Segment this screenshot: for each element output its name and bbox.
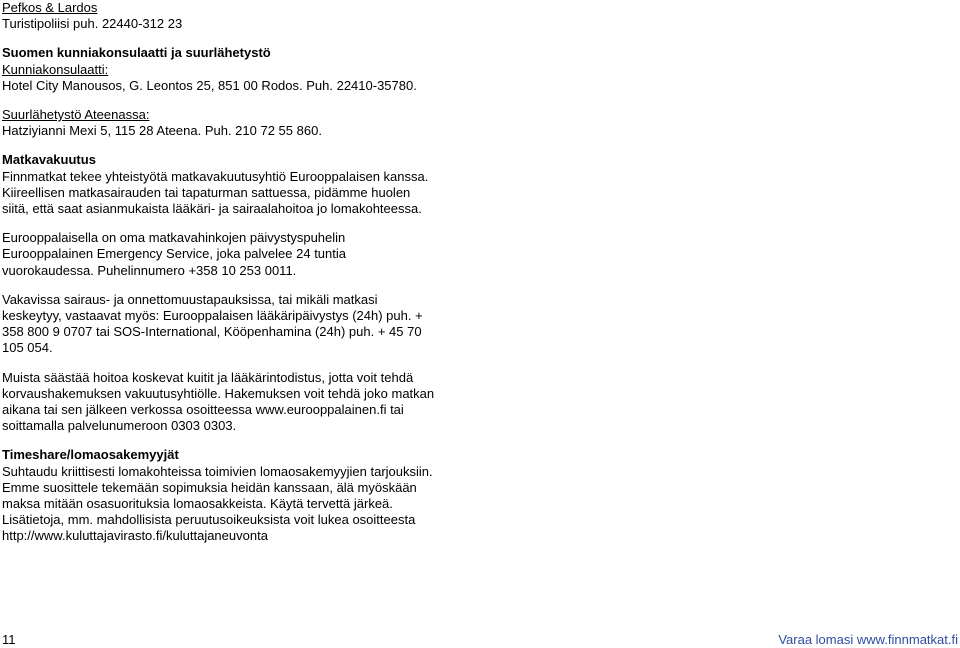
service-line: Eurooppalainen Emergency Service, joka palvelee 24 tuntia — [2, 246, 346, 262]
consulate-address: Hotel City Manousos, G. Leontos 25, 851 00 Rodos. Puh. 22410-35780. — [2, 77, 417, 93]
emergency-line: Vakavissa sairaus- ja onnettomuustapauksissa, tai mikäli matkasi — [2, 291, 378, 307]
embassy-address: Hatziyianni Mexi 5, 115 28 Ateena. Puh. 210 72 55 860. — [2, 123, 322, 139]
timeshare-section — [2, 447, 442, 544]
timeshare-line: Lisätietoja, mm. mahdollisista peruutusoikeuksista voit lukea osoitteesta — [2, 512, 416, 528]
receipts-section — [2, 370, 442, 435]
timeshare-link[interactable]: http://www.kuluttajavirasto.fi/kuluttajaneuvonta — [2, 528, 268, 544]
contact-section — [2, 0, 442, 32]
timeshare-line: Emme suosittele tekemään sopimuksia heidän kanssaan, älä myöskään — [2, 479, 417, 495]
consulate-heading: Suomen kunniakonsulaatti ja suurlähetystö — [2, 45, 271, 61]
receipts-line: Muista säästää hoitoa koskevat kuitit ja lääkärintodistus, jotta voit tehdä — [2, 369, 414, 385]
insurance-line: siitä, että saat asianmukaista lääkäri- ja sairaalahoitoa jo lomakohteessa. — [2, 201, 422, 217]
emergency-section — [2, 292, 442, 357]
timeshare-line: Suhtaudu kriittisesti lomakohteissa toimivien lomaosakemyyjien tarjouksiin. — [2, 463, 433, 479]
emergency-line: keskeytyy, vastaavat myös: Eurooppalaisen lääkäripäivystys (24h) puh. + — [2, 308, 423, 324]
timeshare-line: maksa mitään osasuorituksia lomaosakkeista. Käytä tervettä järkeä. — [2, 496, 393, 512]
service-line: vuorokaudessa. Puhelinnumero +358 10 253 0011. — [2, 262, 297, 278]
insurance-section — [2, 152, 442, 217]
insurance-heading: Matkavakuutus — [2, 152, 96, 168]
consulate-subheading: Kunniakonsulaatti: — [2, 61, 109, 77]
receipts-line: korvaushakemuksen vakuutusyhtiölle. Hakemuksen voit tehdä joko matkan — [2, 385, 435, 401]
consulate-section — [2, 45, 442, 94]
emergency-line: 358 800 9 0707 tai SOS-International, Kööpenhamina (24h) puh. + 45 70 — [2, 324, 422, 340]
document-body — [2, 0, 442, 558]
insurance-line: Finnmatkat tekee yhteistyötä matkavakuutusyhtiö Eurooppalaisen kanssa. — [2, 168, 429, 184]
page-number: 11 — [2, 632, 16, 647]
embassy-section — [2, 107, 442, 139]
contact-name: Pefkos & Lardos — [2, 0, 98, 15]
service-line: Eurooppalaisella on oma matkavahinkojen päivystyspuhelin — [2, 230, 346, 246]
timeshare-heading: Timeshare/lomaosakemyyjät — [2, 447, 179, 463]
receipts-line: aikana tai sen jälkeen verkossa osoitteessa www.eurooppalainen.fi tai — [2, 402, 404, 418]
receipts-line: soittamalla palvelunumeroon 0303 0303. — [2, 418, 237, 434]
insurance-line: Kiireellisen matkasairauden tai tapaturman sattuessa, pidämme huolen — [2, 184, 411, 200]
footer-brand-link[interactable]: Varaa lomasi www.finnmatkat.fi — [778, 632, 958, 647]
contact-phone: Turistipoliisi puh. 22440-312 23 — [2, 16, 183, 32]
embassy-heading: Suurlähetystö Ateenassa: — [2, 107, 150, 123]
emergency-line: 105 054. — [2, 340, 53, 356]
service-section — [2, 230, 442, 279]
